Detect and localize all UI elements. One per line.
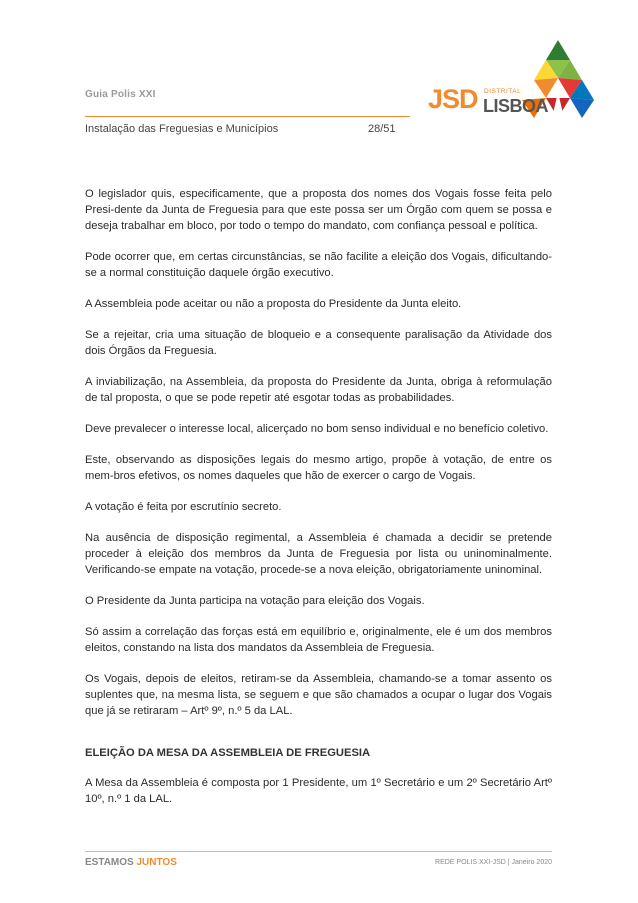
body-paragraph: O legislador quis, especificamente, que a proposta dos nomes dos Vogais fosse feita pelo Presi-dente da Junta de Freguesia para que este possa ser um Órgão com quem se possa e deseja trabalhar em bloco, por todo o tempo do mandato, com confiança pessoal e política. — [85, 188, 552, 232]
document-subtitle: Instalação das Freguesias e Municípios — [85, 123, 279, 135]
body-paragraph: Pode ocorrer que, em certas circunstâncias, se não facilite a eleição dos Vogais, dificultando-se a normal constituição daquele órgão executivo. — [85, 251, 552, 279]
body-paragraph: A Assembleia pode aceitar ou não a proposta do Presidente da Junta eleito. — [85, 298, 462, 310]
footer-divider — [85, 851, 552, 852]
footer-slogan — [85, 857, 177, 868]
footer-slogan-part1: ESTAMOS — [85, 857, 137, 868]
document-body — [85, 186, 552, 822]
section-heading: ELEIÇÃO DA MESA DA ASSEMBLEIA DE FREGUESIA — [85, 747, 371, 759]
body-paragraph: Na ausência de disposição regimental, a Assembleia é chamada a decidir se pretende proceder à eleição dos membros da Junta de Freguesia por lista ou uninominalmente. Verificando-se empate na votação, procede-se a nova eleição, obrigatoriamente uninominal. — [85, 532, 552, 576]
header-divider — [85, 116, 410, 117]
guide-title: Guia Polis XXI — [85, 89, 156, 100]
logo-distrital-text: DISTRITAL — [484, 88, 522, 95]
section-paragraph: A Mesa da Assembleia é composta por 1 Presidente, um 1º Secretário e um 2º Secretário Artº 10º, n.º 1 da LAL. — [85, 777, 552, 805]
footer-info: REDE POLIS XXI-JSD | Janeiro 2020 — [435, 859, 552, 866]
body-paragraph: A votação é feita por escrutínio secreto. — [85, 501, 282, 513]
body-paragraph: O Presidente da Junta participa na votação para eleição dos Vogais. — [85, 595, 425, 607]
body-paragraph: Só assim a correlação das forças está em equilíbrio e, originalmente, ele é um dos membros eleitos, constando na lista dos mandatos da Assembleia de Freguesia. — [85, 626, 552, 654]
page-number: 28/51 — [368, 123, 396, 135]
body-paragraph: Este, observando as disposições legais do mesmo artigo, propõe à votação, de entre os mem-bros efetivos, os nomes daqueles que hão de exercer o cargo de Vogais. — [85, 454, 552, 482]
logo-lisboa-text: LISBOA — [483, 96, 549, 116]
footer-slogan-accent: JUNTOS — [136, 857, 177, 868]
body-paragraph: Os Vogais, depois de eleitos, retiram-se da Assembleia, chamando-se a tomar assento os suplentes que, na mesma lista, se seguem e que são chamados a ocupar o lugar dos Vogais que já se retiraram – Artº 9º, n.º 5 da LAL. — [85, 673, 552, 717]
body-paragraph: A inviabilização, na Assembleia, da proposta do Presidente da Junta, obriga à reformulação de tal proposta, o que se pode repetir até esgotar todas as probabilidades. — [85, 376, 552, 404]
body-paragraph: Deve prevalecer o interesse local, alicerçado no bom senso individual e no benefício coletivo. — [85, 423, 549, 435]
body-paragraph: Se a rejeitar, cria uma situação de bloqueio e a consequente paralisação da Atividade dos dois Órgãos da Freguesia. — [85, 329, 552, 357]
logo-jsd-text: JSD — [428, 84, 478, 114]
jsd-lisboa-logo — [428, 40, 600, 120]
